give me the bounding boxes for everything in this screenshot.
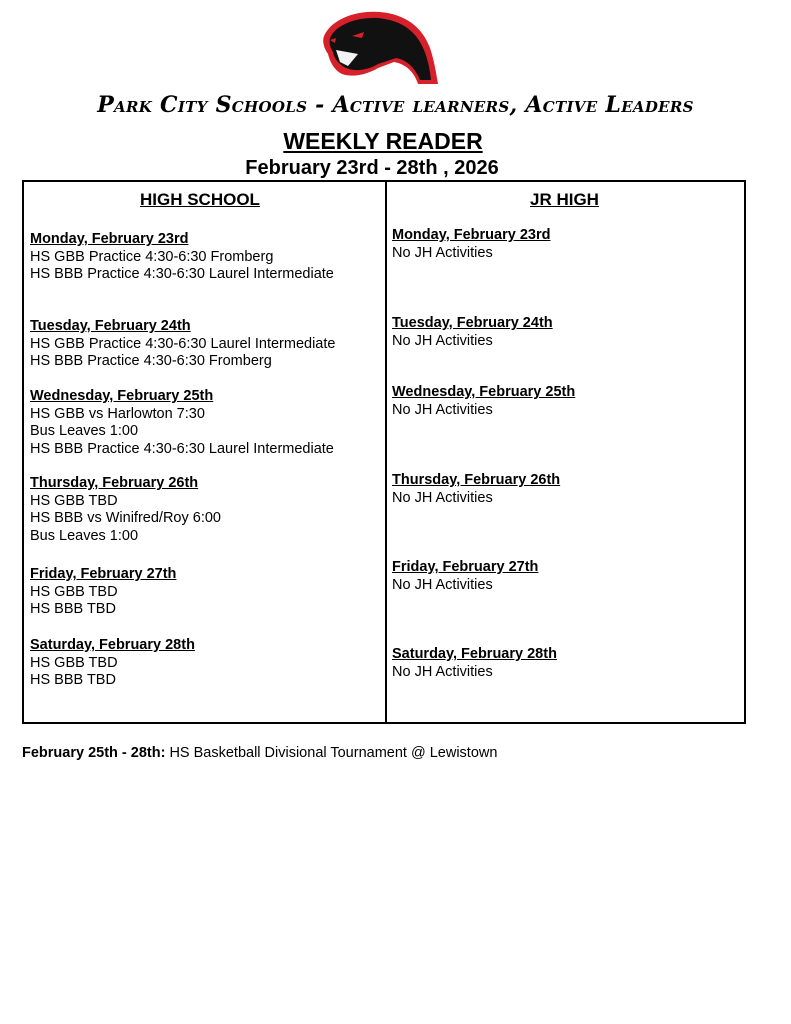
hs-day-tuesday (30, 318, 335, 371)
jh-event-line: No JH Activities (392, 663, 493, 680)
hs-event-line: HS GBB Practice 4:30-6:30 Fromberg (30, 248, 274, 265)
hs-event-line: HS BBB vs Winifred/Roy 6:00 (30, 510, 221, 526)
hs-day-title: Friday, February 27th (30, 566, 177, 582)
jh-event-line: No JH Activities (392, 244, 493, 261)
hs-day-title: Tuesday, February 24th (30, 318, 191, 334)
hs-day-title: Monday, February 23rd (30, 231, 189, 247)
jh-day-title: Friday, February 27th (392, 559, 539, 575)
hs-day-saturday (30, 637, 195, 690)
hs-day-title: Wednesday, February 25th (30, 388, 214, 404)
jh-day-friday (392, 559, 538, 594)
date-range: February 23rd - 28th , 2026 (245, 157, 499, 179)
jh-day-tuesday (392, 315, 553, 350)
tournament-note-label: February 25th - 28th: (22, 745, 166, 761)
hs-event-line: HS BBB Practice 4:30-6:30 Fromberg (30, 353, 272, 369)
hs-event-line: HS GBB vs Harlowton 7:30 (30, 405, 205, 422)
hs-event-line: HS GBB TBD (30, 583, 118, 600)
jh-day-monday (392, 227, 550, 262)
jh-event-line: No JH Activities (392, 576, 493, 593)
hs-day-title: Saturday, February 28th (30, 637, 195, 653)
jr-high-heading: JR HIGH (530, 190, 599, 209)
hs-event-line: Bus Leaves 1:00 (30, 423, 139, 439)
jh-event-line: No JH Activities (392, 332, 493, 349)
hs-day-thursday (30, 475, 221, 545)
school-motto: Park City Schools - Active learners, Active Leaders (97, 92, 694, 118)
jh-day-wednesday (392, 384, 575, 419)
hs-event-line: HS BBB TBD (30, 601, 116, 617)
high-school-heading: HIGH SCHOOL (140, 190, 260, 209)
schedule-table (22, 180, 746, 724)
jh-day-saturday (392, 646, 557, 681)
hs-day-friday (30, 566, 176, 619)
tournament-note (22, 745, 497, 761)
jh-day-title: Saturday, February 28th (392, 646, 557, 662)
jh-day-thursday (392, 472, 560, 507)
jh-event-line: No JH Activities (392, 489, 493, 506)
hs-event-line: Bus Leaves 1:00 (30, 527, 139, 544)
hs-event-line: HS BBB TBD (30, 672, 116, 688)
jh-day-title: Tuesday, February 24th (392, 315, 553, 331)
hs-event-line: HS GBB TBD (30, 654, 118, 671)
panther-logo (318, 8, 440, 86)
hs-event-line: HS BBB Practice 4:30-6:30 Laurel Intermediate (30, 266, 334, 282)
column-divider (385, 182, 387, 722)
jh-day-title: Monday, February 23rd (392, 227, 551, 243)
tournament-note-text: HS Basketball Divisional Tournament @ Lewistown (165, 745, 498, 761)
hs-day-wednesday (30, 388, 334, 458)
jh-day-title: Thursday, February 26th (392, 472, 561, 488)
hs-day-title: Thursday, February 26th (30, 475, 199, 491)
hs-event-line: HS GBB Practice 4:30-6:30 Laurel Intermediate (30, 335, 336, 352)
jh-event-line: No JH Activities (392, 401, 493, 418)
jh-day-title: Wednesday, February 25th (392, 384, 576, 400)
page-title: WEEKLY READER (283, 128, 483, 154)
hs-event-line: HS BBB Practice 4:30-6:30 Laurel Intermediate (30, 440, 334, 457)
hs-event-line: HS GBB TBD (30, 492, 118, 509)
hs-day-monday (30, 231, 334, 284)
